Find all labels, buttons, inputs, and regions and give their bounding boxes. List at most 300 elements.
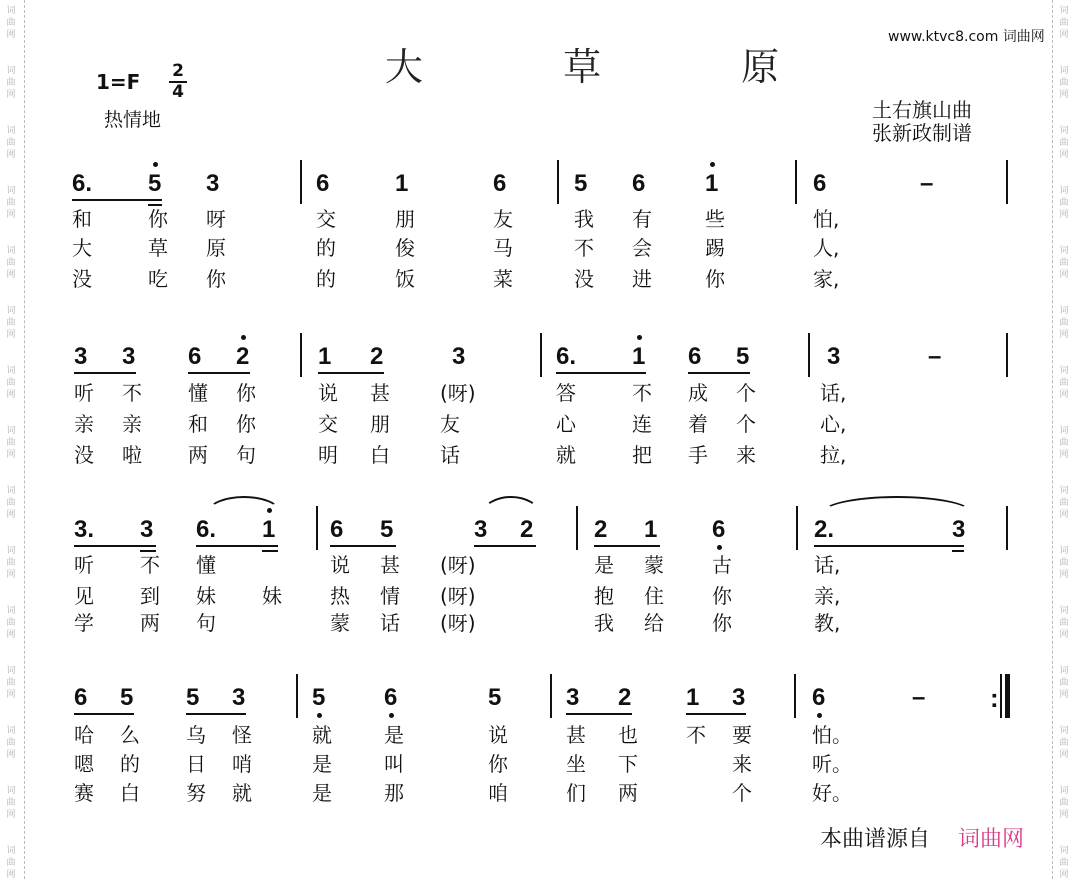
lyric-char: 你 bbox=[236, 381, 256, 405]
watermark-char: 词 bbox=[6, 6, 16, 16]
watermark-char: 网 bbox=[1059, 30, 1069, 40]
watermark-char: 曲 bbox=[1059, 738, 1069, 748]
beam-line bbox=[686, 713, 746, 715]
lyric-char: 甚 bbox=[370, 381, 390, 405]
lyric-char: 们 bbox=[566, 781, 586, 805]
lyric-char: 话, bbox=[820, 381, 847, 405]
lyric-char: 说 bbox=[318, 381, 338, 405]
note: 3 bbox=[140, 516, 154, 543]
lyric-char: 妹 bbox=[262, 584, 282, 608]
lyric-char: 大 bbox=[72, 236, 92, 260]
lyric-char: 情 bbox=[380, 584, 400, 608]
watermark-char: 网 bbox=[1059, 390, 1069, 400]
watermark-char: 词 bbox=[6, 126, 16, 136]
lyric-char: 啦 bbox=[122, 443, 142, 467]
lyric-char: 句 bbox=[236, 443, 256, 467]
note: 1 bbox=[318, 343, 332, 370]
lyric-char: 住 bbox=[644, 584, 664, 608]
lyric-char: 交 bbox=[316, 207, 336, 231]
credit-arranger: 张新政制谱 bbox=[872, 121, 972, 145]
beam-line bbox=[556, 372, 646, 374]
watermark-char: 网 bbox=[6, 750, 16, 760]
lyric-char: 不 bbox=[122, 381, 142, 405]
beam-line-second bbox=[140, 550, 156, 552]
watermark-char: 词 bbox=[1059, 786, 1069, 796]
lyric-char: 不 bbox=[574, 236, 594, 260]
lyric-char: 成 bbox=[688, 381, 708, 405]
lyric-char: 你 bbox=[712, 584, 732, 608]
beam-line bbox=[74, 545, 156, 547]
watermark-char: 词 bbox=[1059, 606, 1069, 616]
footer-brand[interactable]: 词曲网 bbox=[958, 827, 1025, 852]
watermark-char: 词 bbox=[1059, 186, 1069, 196]
watermark-char: 词 bbox=[6, 186, 16, 196]
lyric-char: 不 bbox=[632, 381, 652, 405]
watermark-char: 曲 bbox=[6, 18, 16, 28]
lyric-char: 朋 bbox=[370, 412, 390, 436]
lyric-char: 心 bbox=[556, 412, 576, 436]
time-top: 2 bbox=[172, 61, 184, 81]
lyric-char: 白 bbox=[120, 781, 140, 805]
note: 3 bbox=[74, 343, 88, 370]
note: 2 bbox=[594, 516, 608, 543]
lyric-char: 教, bbox=[814, 611, 841, 635]
lyric-char: 两 bbox=[618, 781, 638, 805]
watermark-char: 网 bbox=[1059, 90, 1069, 100]
lyric-char: 话 bbox=[440, 443, 460, 467]
note: 3 bbox=[122, 343, 136, 370]
lyric-char: 手 bbox=[688, 443, 708, 467]
lyric-char: 原 bbox=[206, 236, 226, 260]
bar-line bbox=[1006, 506, 1008, 550]
watermark-char: 词 bbox=[1059, 726, 1069, 736]
footer-text: 本曲谱源自 bbox=[820, 827, 931, 852]
lyric-char: 友 bbox=[440, 412, 460, 436]
watermark-char: 网 bbox=[6, 30, 16, 40]
lyric-char: 咱 bbox=[488, 781, 508, 805]
lyric-char: 叫 bbox=[384, 752, 404, 776]
lyric-char: 踢 bbox=[705, 236, 725, 260]
octave-dot-below bbox=[389, 713, 394, 718]
note: 6 bbox=[330, 516, 344, 543]
note: 5 bbox=[120, 684, 134, 711]
lyric-char: 没 bbox=[72, 267, 92, 291]
note: 6 bbox=[712, 516, 726, 543]
watermark-char: 词 bbox=[6, 546, 16, 556]
note: 6 bbox=[493, 170, 507, 197]
beam-line-second bbox=[148, 204, 162, 206]
note: 1 bbox=[395, 170, 409, 197]
watermark-char: 网 bbox=[6, 90, 16, 100]
note: 1 bbox=[632, 343, 646, 370]
watermark-char: 曲 bbox=[6, 858, 16, 868]
note: 2 bbox=[520, 516, 534, 543]
watermark-char: 曲 bbox=[6, 318, 16, 328]
lyric-char: 就 bbox=[312, 723, 332, 747]
lyric-char: 是 bbox=[594, 553, 614, 577]
lyric-char: 个 bbox=[736, 381, 756, 405]
watermark-char: 词 bbox=[1059, 366, 1069, 376]
lyric-char: 学 bbox=[74, 611, 94, 635]
beam-line bbox=[594, 545, 660, 547]
watermark-char: 网 bbox=[6, 390, 16, 400]
watermark-char: 曲 bbox=[1059, 438, 1069, 448]
lyric-char: 你 bbox=[488, 752, 508, 776]
watermark-char: 网 bbox=[6, 690, 16, 700]
watermark-char: 曲 bbox=[6, 618, 16, 628]
lyric-char: 甚 bbox=[566, 723, 586, 747]
lyric-char: 两 bbox=[140, 611, 160, 635]
watermark-char: 词 bbox=[1059, 306, 1069, 316]
watermark-char: 曲 bbox=[6, 798, 16, 808]
note: 1 bbox=[644, 516, 658, 543]
note: 3 bbox=[732, 684, 746, 711]
octave-dot-above bbox=[637, 335, 642, 340]
bar-line bbox=[796, 506, 798, 550]
lyric-char: 把 bbox=[632, 443, 652, 467]
note: 6. bbox=[72, 170, 93, 197]
watermark-char: 网 bbox=[6, 150, 16, 160]
beam-line bbox=[318, 372, 384, 374]
bar-line bbox=[794, 674, 796, 718]
lyric-char: 蒙 bbox=[644, 553, 664, 577]
beam-line bbox=[196, 545, 278, 547]
watermark-char: 词 bbox=[1059, 66, 1069, 76]
note: 6 bbox=[384, 684, 398, 711]
lyric-char: 也 bbox=[618, 723, 638, 747]
lyric-char: 来 bbox=[736, 443, 756, 467]
site-url[interactable]: www.ktvc8.com 词曲网 bbox=[888, 29, 1045, 45]
lyric-char: 吃 bbox=[148, 267, 168, 291]
note: 5 bbox=[312, 684, 326, 711]
note: 6. bbox=[196, 516, 217, 543]
lyric-char: (呀) bbox=[440, 611, 476, 635]
note: 3 bbox=[206, 170, 220, 197]
lyric-char: 呀 bbox=[206, 207, 226, 231]
note: 6 bbox=[188, 343, 202, 370]
lyric-char: 日 bbox=[186, 752, 206, 776]
watermark-char: 曲 bbox=[1059, 198, 1069, 208]
note: 3 bbox=[952, 516, 966, 543]
watermark-char: 网 bbox=[1059, 510, 1069, 520]
lyric-char: 懂 bbox=[188, 381, 208, 405]
note: 5 bbox=[186, 684, 200, 711]
octave-dot-below bbox=[317, 713, 322, 718]
lyric-char: 些 bbox=[705, 207, 725, 231]
bar-line bbox=[316, 506, 318, 550]
octave-dot-above bbox=[153, 162, 158, 167]
bar-line bbox=[795, 160, 797, 204]
note: 6 bbox=[74, 684, 88, 711]
lyric-char: 话 bbox=[380, 611, 400, 635]
watermark-char: 网 bbox=[1059, 210, 1069, 220]
lyric-char: 拉, bbox=[820, 443, 847, 467]
lyric-char: 没 bbox=[74, 443, 94, 467]
note: 3. bbox=[74, 516, 95, 543]
watermark-char: 词 bbox=[6, 306, 16, 316]
note: 6 bbox=[813, 170, 827, 197]
watermark-char: 词 bbox=[1059, 426, 1069, 436]
tempo-marking: 热情地 bbox=[104, 109, 162, 131]
lyric-char: 蒙 bbox=[330, 611, 350, 635]
lyric-char: 听 bbox=[74, 381, 94, 405]
lyric-char: 你 bbox=[236, 412, 256, 436]
lyric-char: 古 bbox=[712, 553, 732, 577]
note: 5 bbox=[736, 343, 750, 370]
watermark-char: 词 bbox=[1059, 126, 1069, 136]
beam-line bbox=[72, 199, 162, 201]
lyric-char: 个 bbox=[732, 781, 752, 805]
lyric-char: 赛 bbox=[74, 781, 94, 805]
octave-dot-above bbox=[241, 335, 246, 340]
lyric-char: 努 bbox=[186, 781, 206, 805]
bar-line bbox=[300, 160, 302, 204]
lyric-char: 连 bbox=[632, 412, 652, 436]
bar-line bbox=[300, 333, 302, 377]
lyric-char: 你 bbox=[705, 267, 725, 291]
watermark-char: 词 bbox=[6, 486, 16, 496]
lyric-char: 嗯 bbox=[74, 752, 94, 776]
beam-line bbox=[186, 713, 246, 715]
watermark-char: 网 bbox=[1059, 150, 1069, 160]
watermark-char: 网 bbox=[6, 210, 16, 220]
watermark-char: 网 bbox=[6, 510, 16, 520]
watermark-char: 网 bbox=[6, 330, 16, 340]
beam-line bbox=[188, 372, 250, 374]
note: : bbox=[990, 683, 999, 713]
credit-source: 土右旗山曲 bbox=[872, 98, 972, 122]
lyric-char: 答 bbox=[556, 381, 576, 405]
watermark-char: 网 bbox=[6, 810, 16, 820]
watermark-char: 词 bbox=[6, 366, 16, 376]
lyric-char: 朋 bbox=[395, 207, 415, 231]
bar-line bbox=[557, 160, 559, 204]
note: 2 bbox=[370, 343, 384, 370]
watermark-char: 网 bbox=[6, 630, 16, 640]
note: – bbox=[912, 684, 926, 711]
watermark-char: 曲 bbox=[6, 438, 16, 448]
note: – bbox=[928, 343, 942, 370]
lyric-char: 怕。 bbox=[812, 723, 852, 747]
note: 2 bbox=[618, 684, 632, 711]
lyric-char: 话, bbox=[814, 553, 841, 577]
end-bar-thin bbox=[1000, 674, 1002, 718]
note: 5 bbox=[574, 170, 588, 197]
lyric-char: 我 bbox=[594, 611, 614, 635]
watermark-char: 曲 bbox=[1059, 78, 1069, 88]
note: 5 bbox=[148, 170, 162, 197]
lyric-char: 哨 bbox=[232, 752, 252, 776]
lyric-char: 哈 bbox=[74, 723, 94, 747]
lyric-char: 的 bbox=[120, 752, 140, 776]
octave-dot-below bbox=[717, 545, 722, 550]
beam-line bbox=[74, 372, 136, 374]
note: 1 bbox=[705, 170, 719, 197]
watermark-char: 词 bbox=[6, 666, 16, 676]
song-title: 大 草 原 bbox=[385, 45, 844, 89]
watermark-char: 网 bbox=[1059, 870, 1069, 880]
watermark-char: 网 bbox=[1059, 570, 1069, 580]
bar-line bbox=[540, 333, 542, 377]
lyric-char: 的 bbox=[316, 267, 336, 291]
watermark-char: 词 bbox=[1059, 6, 1069, 16]
note: 1 bbox=[262, 516, 276, 543]
watermark-char: 网 bbox=[1059, 690, 1069, 700]
watermark-char: 词 bbox=[6, 846, 16, 856]
lyric-char: 饭 bbox=[395, 267, 415, 291]
lyric-char: 没 bbox=[574, 267, 594, 291]
lyric-char: 心, bbox=[820, 412, 847, 436]
note: 2 bbox=[236, 343, 250, 370]
time-bottom: 4 bbox=[172, 82, 184, 102]
lyric-char: 两 bbox=[188, 443, 208, 467]
note: 6 bbox=[812, 684, 826, 711]
time-signature bbox=[168, 62, 188, 102]
note: 5 bbox=[380, 516, 394, 543]
watermark-char: 词 bbox=[1059, 486, 1069, 496]
lyric-char: 好。 bbox=[812, 781, 852, 805]
lyric-char: 个 bbox=[736, 412, 756, 436]
lyric-char: 妹 bbox=[196, 584, 216, 608]
watermark-char: 词 bbox=[1059, 666, 1069, 676]
note: – bbox=[920, 170, 934, 197]
note: 1 bbox=[686, 684, 700, 711]
lyric-char: 马 bbox=[493, 236, 513, 260]
beam-line bbox=[330, 545, 396, 547]
watermark-char: 曲 bbox=[6, 138, 16, 148]
lyric-char: 怪 bbox=[232, 723, 252, 747]
watermark-char: 网 bbox=[1059, 810, 1069, 820]
watermark-char: 词 bbox=[6, 426, 16, 436]
lyric-char: 菜 bbox=[493, 267, 513, 291]
watermark-char: 词 bbox=[6, 66, 16, 76]
watermark-char: 网 bbox=[6, 870, 16, 880]
lyric-char: 会 bbox=[632, 236, 652, 260]
bar-line bbox=[1006, 333, 1008, 377]
lyric-char: 说 bbox=[330, 553, 350, 577]
watermark-char: 曲 bbox=[6, 558, 16, 568]
watermark-char: 曲 bbox=[1059, 558, 1069, 568]
lyric-char: 白 bbox=[370, 443, 390, 467]
beam-line bbox=[688, 372, 750, 374]
watermark-char: 曲 bbox=[6, 198, 16, 208]
lyric-char: 和 bbox=[72, 207, 92, 231]
note: 6 bbox=[632, 170, 646, 197]
lyric-char: 和 bbox=[188, 412, 208, 436]
watermark-char: 词 bbox=[1059, 546, 1069, 556]
lyric-char: 你 bbox=[148, 207, 168, 231]
watermark-char: 曲 bbox=[6, 738, 16, 748]
slur bbox=[820, 496, 974, 514]
note: 6 bbox=[688, 343, 702, 370]
lyric-char: 乌 bbox=[186, 723, 206, 747]
note: 3 bbox=[232, 684, 246, 711]
watermark-char: 网 bbox=[1059, 630, 1069, 640]
lyric-char: 懂 bbox=[196, 553, 216, 577]
note: 3 bbox=[827, 343, 841, 370]
bar-line bbox=[576, 506, 578, 550]
watermark-char: 曲 bbox=[6, 78, 16, 88]
watermark-char: 曲 bbox=[1059, 318, 1069, 328]
lyric-char: 明 bbox=[318, 443, 338, 467]
note: 2. bbox=[814, 516, 835, 543]
lyric-char: 亲 bbox=[74, 412, 94, 436]
lyric-char: 给 bbox=[644, 611, 664, 635]
watermark-char: 网 bbox=[6, 450, 16, 460]
watermark-char: 词 bbox=[1059, 846, 1069, 856]
watermark-char: 网 bbox=[6, 570, 16, 580]
note: 6. bbox=[556, 343, 577, 370]
lyric-char: 要 bbox=[732, 723, 752, 747]
note: 5 bbox=[488, 684, 502, 711]
watermark-char: 网 bbox=[1059, 750, 1069, 760]
watermark-char: 网 bbox=[1059, 330, 1069, 340]
note: 3 bbox=[566, 684, 580, 711]
beam-line bbox=[74, 713, 134, 715]
watermark-char: 曲 bbox=[6, 678, 16, 688]
lyric-char: 热 bbox=[330, 584, 350, 608]
lyric-char: 家, bbox=[813, 267, 840, 291]
watermark-char: 曲 bbox=[1059, 378, 1069, 388]
lyric-char: 句 bbox=[196, 611, 216, 635]
lyric-char: 甚 bbox=[380, 553, 400, 577]
lyric-char: 听。 bbox=[812, 752, 852, 776]
lyric-char: 那 bbox=[384, 781, 404, 805]
key-signature: 1=F bbox=[96, 70, 141, 94]
beam-line bbox=[566, 713, 632, 715]
watermark-char: 曲 bbox=[1059, 18, 1069, 28]
slur bbox=[206, 496, 282, 514]
watermark-char: 曲 bbox=[6, 378, 16, 388]
bar-line bbox=[808, 333, 810, 377]
note: 6 bbox=[316, 170, 330, 197]
lyric-char: 来 bbox=[732, 752, 752, 776]
lyric-char: 下 bbox=[618, 752, 638, 776]
lyric-char: 就 bbox=[232, 781, 252, 805]
watermark-char: 曲 bbox=[1059, 258, 1069, 268]
watermark-char: 网 bbox=[1059, 270, 1069, 280]
lyric-char: 是 bbox=[384, 723, 404, 747]
lyric-char: 友 bbox=[493, 207, 513, 231]
watermark-char: 曲 bbox=[1059, 138, 1069, 148]
lyric-char: 么 bbox=[120, 723, 140, 747]
watermark-char: 词 bbox=[6, 246, 16, 256]
lyric-char: 我 bbox=[574, 207, 594, 231]
beam-line-second bbox=[952, 550, 964, 552]
note: 3 bbox=[452, 343, 466, 370]
lyric-char: 交 bbox=[318, 412, 338, 436]
lyric-char: 着 bbox=[688, 412, 708, 436]
beam-line bbox=[474, 545, 536, 547]
beam-line bbox=[814, 545, 964, 547]
octave-dot-above bbox=[710, 162, 715, 167]
lyric-char: 俊 bbox=[395, 236, 415, 260]
bar-line bbox=[550, 674, 552, 718]
lyric-char: 不 bbox=[686, 723, 706, 747]
watermark-char: 曲 bbox=[6, 258, 16, 268]
beam-line-second bbox=[262, 550, 278, 552]
watermark-char: 网 bbox=[1059, 450, 1069, 460]
watermark-char: 词 bbox=[1059, 246, 1069, 256]
watermark-char: 词 bbox=[6, 606, 16, 616]
lyric-char: 你 bbox=[712, 611, 732, 635]
left-border bbox=[24, 0, 25, 879]
lyric-char: 人, bbox=[813, 236, 840, 260]
slur bbox=[482, 496, 540, 514]
watermark-char: 网 bbox=[6, 270, 16, 280]
lyric-char: 听 bbox=[74, 553, 94, 577]
watermark-char: 词 bbox=[6, 786, 16, 796]
